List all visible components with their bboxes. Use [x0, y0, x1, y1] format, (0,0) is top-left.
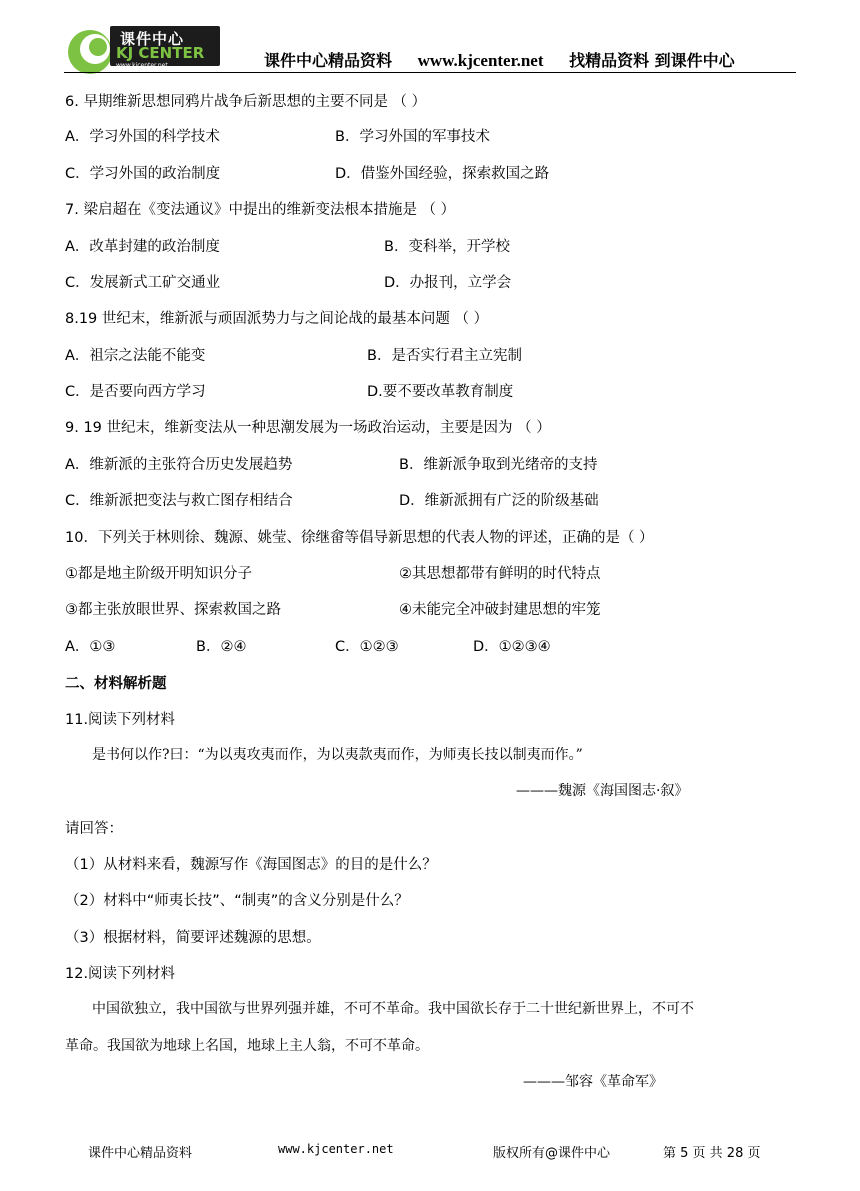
question-10-option-d: D．①②③④	[473, 639, 551, 655]
question-11-source: ———魏源《海国图志·叙》	[516, 783, 689, 799]
footer-page-number: 第 5 页 共 28 页	[663, 1146, 761, 1161]
footer-copyright: 版权所有@课件中心	[493, 1146, 611, 1161]
question-7-stem: 7. 梁启超在《变法通议》中提出的维新变法根本措施是 （ ）	[65, 202, 456, 218]
question-8-option-b: B．是否实行君主立宪制	[367, 348, 522, 364]
question-6-option-b: B．学习外国的军事技术	[335, 129, 490, 145]
footer-left: 课件中心精品资料	[88, 1146, 193, 1161]
question-11-sub-1: （1）从材料来看，魏源写作《海国图志》的目的是什么？	[65, 857, 437, 873]
question-10-statement-3: ③都主张放眼世界、探索救国之路	[65, 602, 281, 618]
question-7-option-b: B．变科举，开学校	[384, 239, 510, 255]
question-6-option-d: D．借鉴外国经验，探索救国之路	[335, 166, 550, 182]
question-10-statement-1: ①都是地主阶级开明知识分子	[65, 566, 252, 582]
question-9-option-a: A．维新派的主张符合历史发展趋势	[65, 457, 293, 473]
header-slogan	[264, 48, 755, 71]
question-12-quote-line-2: 革命。我国欲为地球上名国，地球上主人翁，不可不革命。	[65, 1038, 429, 1054]
question-10-option-a: A．①③	[65, 639, 116, 655]
question-7-option-c: C．发展新式工矿交通业	[65, 275, 221, 291]
question-10-option-c: C．①②③	[335, 639, 399, 655]
header-rule	[64, 72, 796, 73]
question-10-statement-2: ②其思想都带有鲜明的时代特点	[399, 566, 601, 582]
page-header	[64, 18, 796, 74]
question-6-option-c: C．学习外国的政治制度	[65, 166, 221, 182]
question-9-option-c: C．维新派把变法与救亡图存相结合	[65, 493, 293, 509]
question-8-option-a: A．祖宗之法能不能变	[65, 348, 206, 364]
question-11-sub-3: （3）根据材料，简要评述魏源的思想。	[65, 930, 321, 946]
question-9-stem: 9. 19 世纪末，维新变法从一种思潮发展为一场政治运动，主要是因为 （ ）	[65, 420, 551, 436]
logo-url: www.kjcenter.net	[116, 62, 168, 69]
question-8-stem: 8.19 世纪末，维新派与顽固派势力与之间论战的最基本问题 （ ）	[65, 311, 489, 327]
header-slogan-left: 课件中心精品资料	[264, 51, 393, 70]
question-7-option-a: A．改革封建的政治制度	[65, 239, 220, 255]
question-6-stem: 6. 早期维新思想同鸦片战争后新思想的主要不同是 （ ）	[65, 94, 427, 110]
question-12-intro: 12.阅读下列材料	[65, 966, 176, 982]
header-slogan-right: 找精品资料 到课件中心	[569, 51, 735, 70]
question-10-stem: 10．下列关于林则徐、魏源、姚莹、徐继畲等倡导新思想的代表人物的评述，正确的是（ ）	[65, 530, 654, 546]
question-7-option-d: D．办报刊，立学会	[384, 275, 512, 291]
question-8-option-d: D.要不要改革教育制度	[367, 384, 514, 400]
question-9-option-b: B．维新派争取到光绪帝的支持	[399, 457, 598, 473]
question-11-sub-2: （2）材料中“师夷长技”、“制夷”的含义分别是什么？	[65, 893, 409, 909]
question-11-prompt: 请回答：	[65, 821, 123, 837]
question-8-option-c: C．是否要向西方学习	[65, 384, 206, 400]
section-2-title: 二、材料解析题	[65, 676, 167, 692]
footer-url[interactable]: www.kjcenter.net	[278, 1142, 394, 1156]
question-11-intro: 11.阅读下列材料	[65, 712, 176, 728]
kjcenter-logo	[64, 24, 222, 72]
question-6-option-a: A．学习外国的科学技术	[65, 129, 220, 145]
question-12-source: ———邹容《革命军》	[523, 1074, 663, 1090]
question-9-option-d: D．维新派拥有广泛的阶级基础	[399, 493, 599, 509]
question-10-option-b: B．②④	[196, 639, 247, 655]
logo-title: 课件中心	[120, 30, 185, 48]
logo-brand: KJ CENTER	[116, 44, 205, 62]
question-10-statement-4: ④未能完全冲破封建思想的牢笼	[399, 602, 601, 618]
question-12-quote-line-1: 中国欲独立，我中国欲与世界列强并雄，不可不革命。我中国欲长存于二十世纪新世界上，不可不	[92, 1001, 694, 1017]
question-11-quote: 是书何以作?曰：“为以夷攻夷而作，为以夷款夷而作，为师夷长技以制夷而作。”	[92, 747, 583, 763]
header-slogan-url[interactable]: www.kjcenter.net	[417, 51, 544, 70]
